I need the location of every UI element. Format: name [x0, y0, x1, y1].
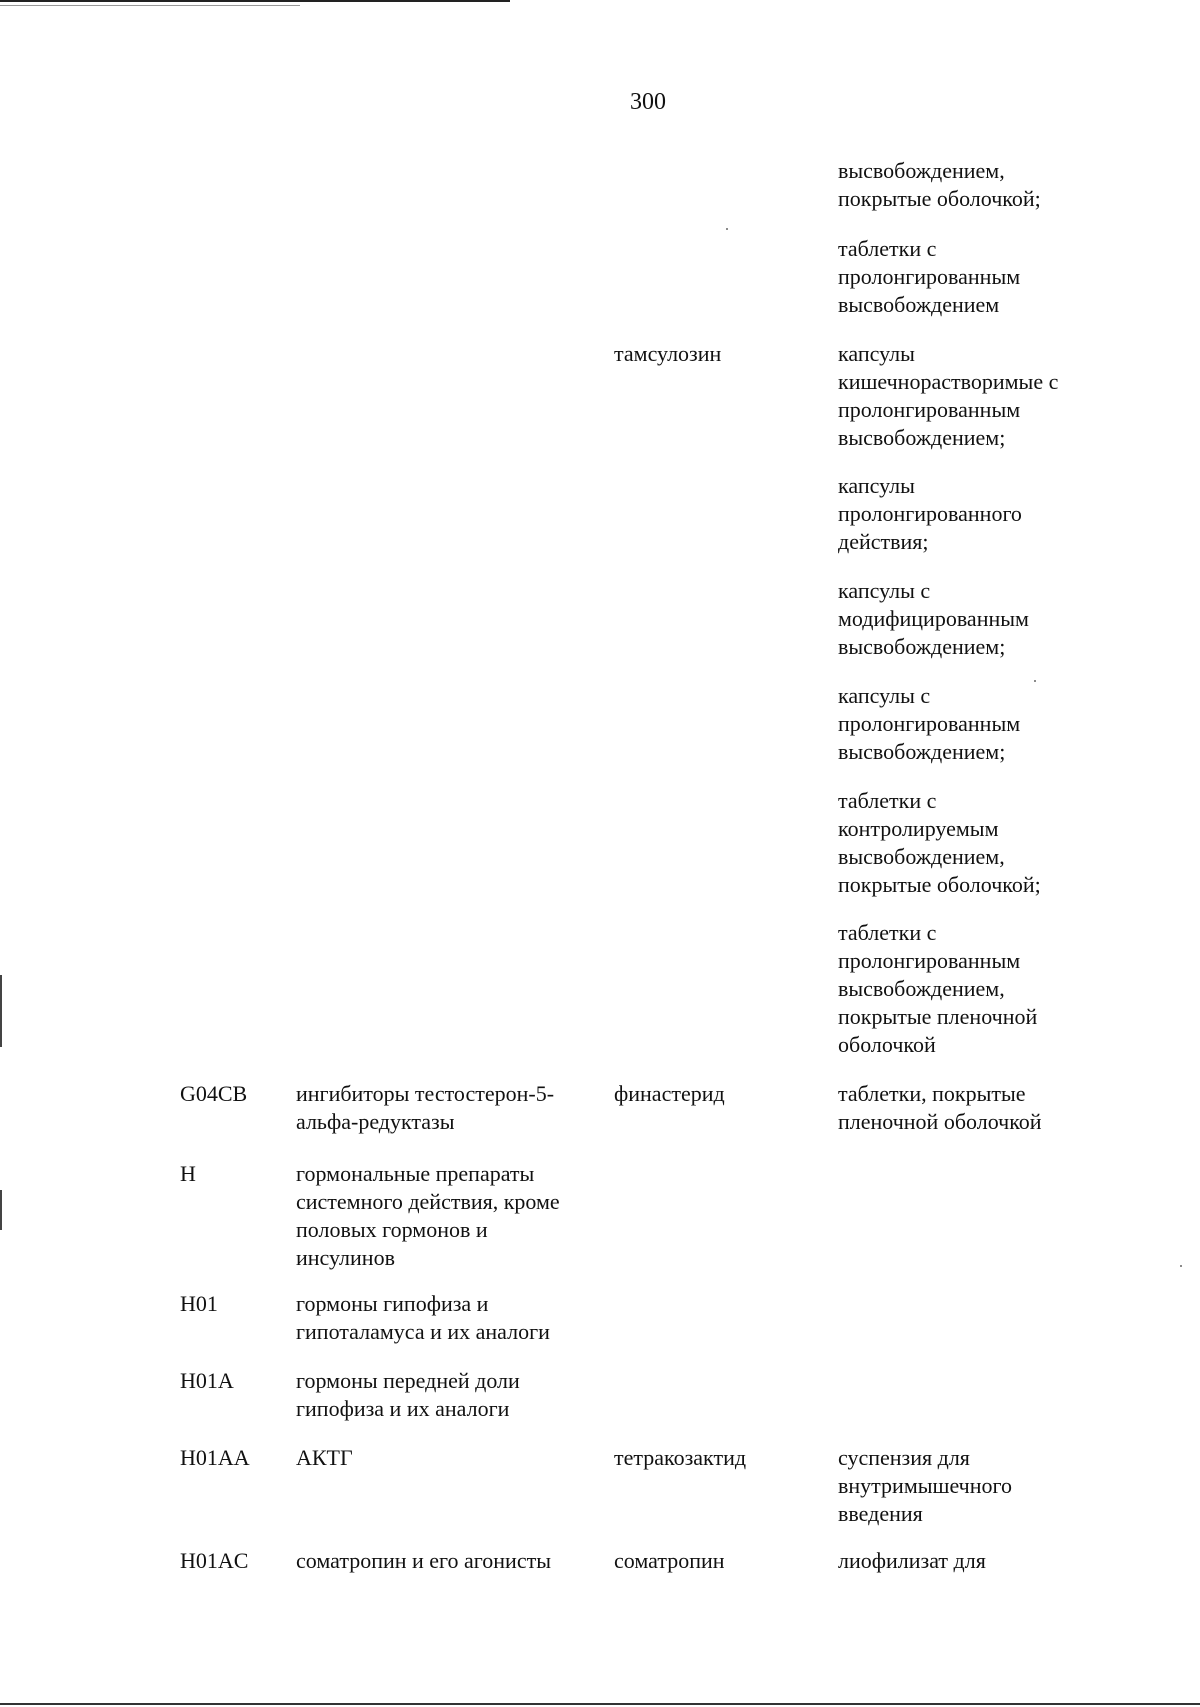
atc-group-name-line: гормоны гипофиза и: [296, 1291, 489, 1316]
dosage-form-line: пролонгированным: [838, 711, 1021, 736]
atc-code: H01A: [180, 1368, 234, 1393]
atc-group-name-line: гипоталамуса и их аналоги: [296, 1319, 550, 1344]
dosage-form-line: пролонгированным: [838, 948, 1021, 973]
atc-code: H01: [180, 1291, 218, 1316]
dosage-form-line: кишечнорастворимые с: [838, 369, 1059, 394]
drug-name: финастерид: [614, 1081, 725, 1106]
drug-name: тамсулозин: [614, 341, 722, 366]
atc-group-name-line: гормональные препараты: [296, 1161, 535, 1186]
drug-name: соматропин: [614, 1548, 725, 1573]
dosage-form-line: покрытые пленочной: [838, 1004, 1038, 1029]
dosage-form-line: суспензия для: [838, 1445, 970, 1470]
dosage-form-line: пролонгированным: [838, 397, 1021, 422]
dosage-form-line: высвобождением,: [838, 158, 1005, 183]
dosage-form-line: высвобождением;: [838, 739, 1006, 764]
dosage-form-line: таблетки, покрытые: [838, 1081, 1026, 1106]
atc-group-name-line: АКТГ: [296, 1445, 353, 1470]
dosage-form-line: высвобождением;: [838, 425, 1006, 450]
dosage-form-line: капсулы: [838, 341, 915, 366]
dosage-form-line: капсулы с: [838, 578, 931, 603]
dosage-form-line: высвобождением: [838, 292, 1000, 317]
dosage-form-line: внутримышечного: [838, 1473, 1012, 1498]
atc-code: H: [180, 1161, 196, 1186]
atc-group-name-line: альфа-редуктазы: [296, 1109, 455, 1134]
bottom-scan-rule: [0, 1703, 1200, 1705]
dosage-form-line: контролируемым: [838, 816, 999, 841]
atc-group-name-line: системного действия, кроме: [296, 1189, 560, 1214]
dosage-form-line: модифицированным: [838, 606, 1029, 631]
drug-name: тетракозактид: [614, 1445, 747, 1470]
left-margin-mark: [0, 1190, 2, 1230]
dosage-form-line: введения: [838, 1501, 923, 1526]
dosage-form-line: оболочкой: [838, 1032, 936, 1057]
top-scan-rule: [0, 0, 510, 2]
page-number: 300: [630, 89, 666, 115]
top-scan-rule-secondary: [0, 5, 300, 6]
dosage-form-line: пленочной оболочкой: [838, 1109, 1042, 1134]
dosage-form-line: капсулы с: [838, 683, 931, 708]
dosage-form-line: пролонгированного: [838, 501, 1022, 526]
dosage-form-line: высвобождением,: [838, 844, 1005, 869]
scan-speck: [1180, 1265, 1182, 1267]
dosage-form-line: пролонгированным: [838, 264, 1021, 289]
dosage-form-line: действия;: [838, 529, 929, 554]
atc-group-name-line: гормоны передней доли: [296, 1368, 520, 1393]
atc-group-name-line: инсулинов: [296, 1245, 395, 1270]
scan-speck: [1034, 680, 1036, 682]
dosage-form-line: капсулы: [838, 473, 915, 498]
atc-group-name-line: соматропин и его агонисты: [296, 1548, 551, 1573]
dosage-form-line: высвобождением;: [838, 634, 1006, 659]
atc-code: H01AA: [180, 1445, 250, 1470]
dosage-form-line: лиофилизат для: [838, 1548, 986, 1573]
dosage-form-line: покрытые оболочкой;: [838, 872, 1041, 897]
atc-group-name-line: ингибиторы тестостерон-5-: [296, 1081, 555, 1106]
atc-group-name-line: половых гормонов и: [296, 1217, 488, 1242]
scan-speck: [726, 228, 728, 230]
dosage-form-line: таблетки с: [838, 788, 937, 813]
left-margin-mark: [0, 975, 2, 1047]
dosage-form-line: таблетки с: [838, 920, 937, 945]
atc-code: G04CB: [180, 1081, 248, 1106]
dosage-form-line: покрытые оболочкой;: [838, 186, 1041, 211]
atc-code: H01AC: [180, 1548, 249, 1573]
dosage-form-line: таблетки с: [838, 236, 937, 261]
atc-group-name-line: гипофиза и их аналоги: [296, 1396, 510, 1421]
dosage-form-line: высвобождением,: [838, 976, 1005, 1001]
